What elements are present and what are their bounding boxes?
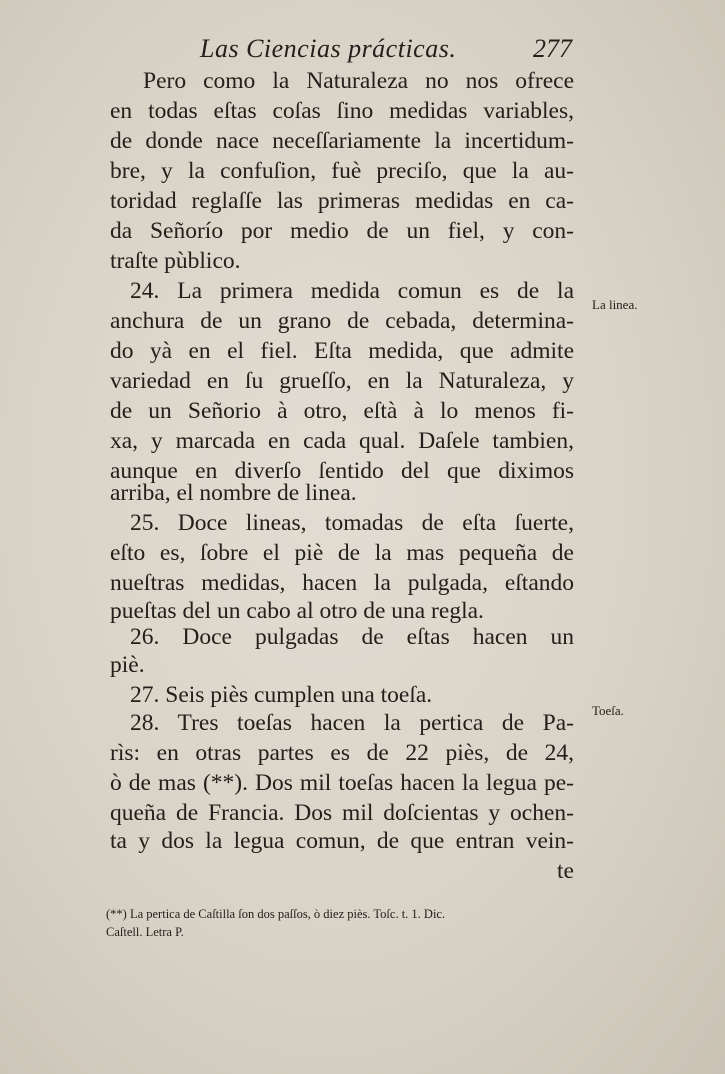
- text-line: rìs: en otras partes es de 22 piès, de 24,: [110, 740, 574, 766]
- text-line: arriba, el nombre de linea.: [110, 480, 357, 506]
- margin-note-linea: La linea.: [592, 297, 638, 312]
- text-line: bre, y la confuſion, fuè preciſo, que la au-: [110, 158, 574, 184]
- text-line: 27. Seis piès cumplen una toeſa.: [130, 682, 433, 708]
- text-line: 26. Doce pulgadas de eſtas hacen un: [130, 624, 574, 650]
- text-line: aunque en diverſo ſentido del que diximos: [110, 458, 574, 484]
- footnote-line: Caſtell. Letra P.: [106, 925, 184, 939]
- text-line: piè.: [110, 652, 145, 678]
- text-line: da Señorío por medio de un fiel, y con-: [110, 218, 574, 244]
- text-line: ò de mas (**). Dos mil toeſas hacen la legua pe-: [110, 770, 574, 796]
- text-line: nueſtras medidas, hacen la pulgada, eſtando: [110, 570, 574, 596]
- text-line: anchura de un grano de cebada, determina-: [110, 308, 574, 334]
- running-head: [200, 34, 572, 66]
- text-line: 28. Tres toeſas hacen la pertica de Pa-: [130, 710, 574, 736]
- text-line: pueſtas del un cabo al otro de una regla.: [110, 598, 484, 624]
- text-line: traſte pùblico.: [110, 248, 241, 274]
- text-line: ta y dos la legua comun, de que entran vein-: [110, 828, 574, 854]
- text-line: queña de Francia. Dos mil doſcientas y ochen-: [110, 800, 574, 826]
- text-line: 25. Doce lineas, tomadas de eſta ſuerte,: [130, 510, 574, 536]
- page-number: 277: [533, 34, 572, 63]
- text-line: de un Señorio à otro, eſtà à lo menos fi-: [110, 398, 574, 424]
- running-title: Las Ciencias prácticas.: [200, 34, 457, 63]
- text-line: 24. La primera medida comun es de la: [130, 278, 574, 304]
- footnote-line: (**) La pertica de Caſtilla ſon dos paſſos, ò diez piès. Toſc. t. 1. Dic.: [106, 907, 446, 921]
- text-line: variedad en ſu grueſſo, en la Naturaleza, y: [110, 368, 574, 394]
- text-line: de donde nace neceſſariamente la incertidum-: [110, 128, 574, 154]
- catchword: te: [557, 858, 574, 884]
- margin-note-toesa: Toeſa.: [592, 703, 624, 718]
- text-line: Pero como la Naturaleza no nos ofrece: [143, 68, 574, 94]
- text-line: xa, y marcada en cada qual. Daſele tambien,: [110, 428, 574, 454]
- text-line: do yà en el fiel. Eſta medida, que admite: [110, 338, 574, 364]
- text-line: eſto es, ſobre el piè de la mas pequeña de: [110, 540, 574, 566]
- text-line: toridad reglaſſe las primeras medidas en ca-: [110, 188, 574, 214]
- text-line: en todas eſtas coſas ſino medidas variables,: [110, 98, 574, 124]
